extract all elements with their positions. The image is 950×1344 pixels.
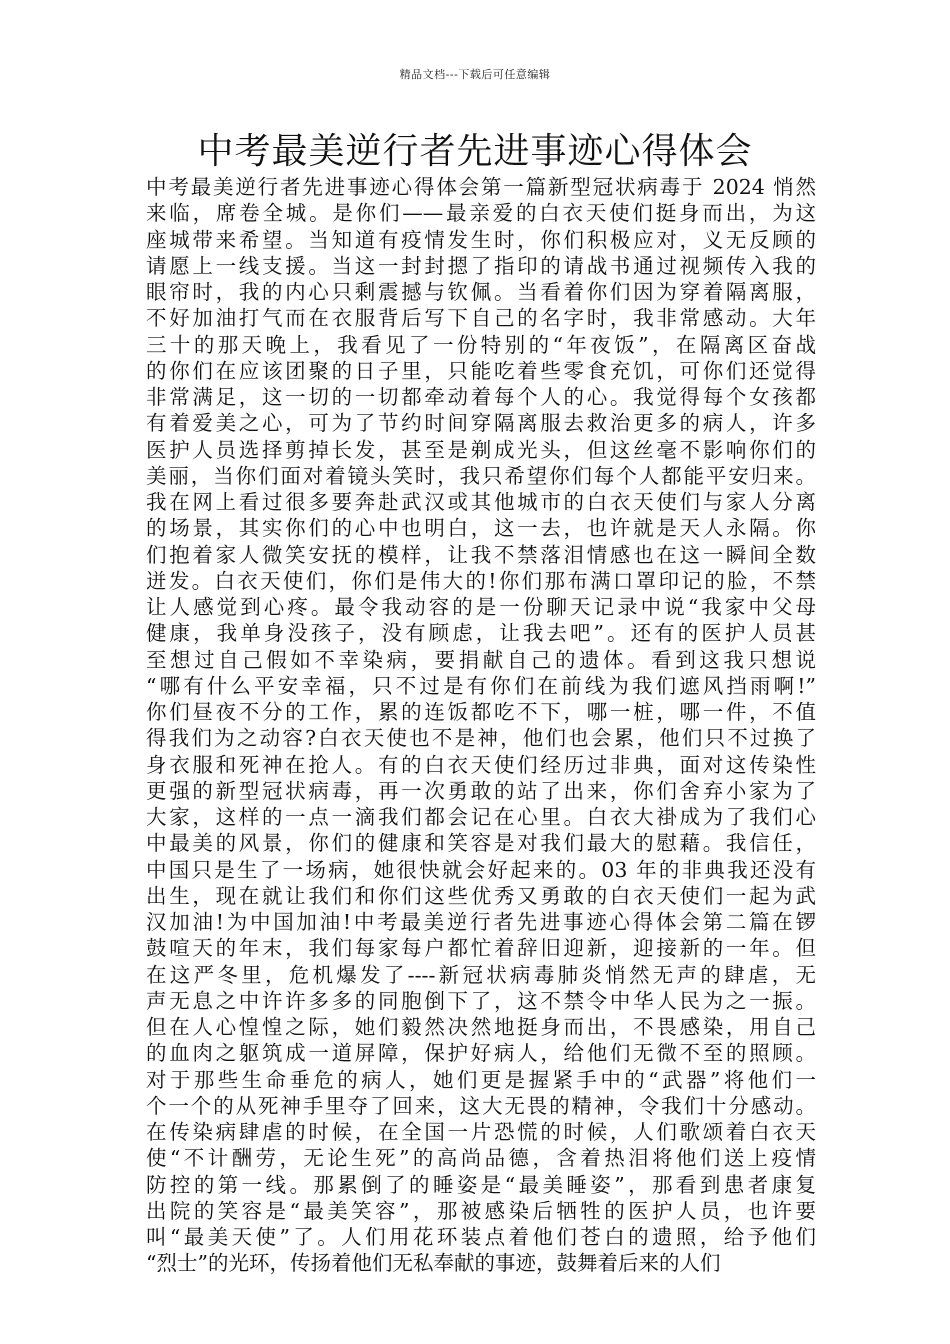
body-line: 美丽，当你们面对着镜头笑时，我只希望你们每个人都能平安归来。 [146, 463, 816, 488]
body-line: 非常满足，这一切的一切都牵动着每个人的心。我觉得每个女孩都 [146, 385, 816, 409]
body-line: 来临，席卷全城。是你们——最亲爱的白衣天使们挺身而出，为这 [146, 201, 816, 226]
body-line: “哪有什么平安幸福，只不过是有你们在前线为我们遮风挡雨啊!” [146, 673, 816, 698]
document-title: 中考最美逆行者先进事迹心得体会 [197, 131, 753, 172]
body-line: 防控的第一线。那累倒了的睡姿是“最美睡姿”，那看到患者康复 [146, 1172, 816, 1197]
body-line: 眼帘时，我的内心只剩震撼与钦佩。当看着你们因为穿着隔离服， [146, 280, 816, 304]
body-line: 你们昼夜不分的工作，累的连饭都吃不下，哪一桩，哪一件，不值 [146, 700, 816, 724]
body-line: 在这严冬里，危机爆发了----新冠状病毒肺炎悄然无声的肆虐，无 [146, 962, 816, 987]
body-line: 使“不计酬劳，无论生死”的高尚品德，含着热泪将他们送上疫情 [146, 1146, 816, 1171]
body-line: 个一个的从死神手里夺了回来，这大无畏的精神，令我们十分感动。 [146, 1093, 816, 1118]
body-line: 至想过自己假如不幸染病，要捐献自己的遗体。看到这我只想说 [146, 647, 816, 672]
body-line: 大家，这样的一点一滴我们都会记在心里。白衣大褂成为了我们心 [146, 805, 816, 829]
page-header: 精品文档---下载后可任意编辑 [399, 68, 551, 81]
body-line: 让人感觉到心疼。最令我动容的是一份聊天记录中说“我家中父母 [146, 595, 816, 619]
body-line: 中国只是生了一场病，她很快就会好起来的。03 年的非典我还没有 [146, 857, 816, 882]
body-line: 三十的那天晚上，我看见了一份特别的“年夜饭”，在隔离区奋战 [146, 332, 816, 357]
body-line: 出院的笑容是“最美笑容”，那被感染后牺牲的医护人员，也许要 [146, 1198, 816, 1223]
body-line: 鼓喧天的年末，我们每家每户都忙着辞旧迎新，迎接新的一年。但 [146, 936, 816, 961]
body-line: 出生，现在就让我们和你们这些优秀又勇敢的白衣天使们一起为武 [146, 883, 816, 908]
body-line: 健康，我单身没孩子，没有顾虑，让我去吧”。还有的医护人员甚 [146, 621, 816, 646]
body-line: 我在网上看过很多要奔赴武汉或其他城市的白衣天使们与家人分离 [146, 490, 816, 514]
body-line: 得我们为之动容?白衣天使也不是神，他们也会累，他们只不过换了 [146, 726, 816, 751]
body-line: 叫“最美天使”了。人们用花环装点着他们苍白的遗照，给予他们 [146, 1225, 816, 1249]
body-line: 但在人心惶惶之际，她们毅然决然地挺身而出，不畏感染，用自己 [146, 1015, 816, 1039]
body-line: 对于那些生命垂危的病人，她们更是握紧手中的“武器”将他们一 [146, 1067, 816, 1092]
body-line: 汉加油!为中国加油!中考最美逆行者先进事迹心得体会第二篇在锣 [146, 910, 816, 934]
body-line: 的你们在应该团聚的日子里，只能吃着些零食充饥，可你们还觉得 [146, 358, 816, 383]
body-line: 中考最美逆行者先进事迹心得体会第一篇新型冠状病毒于 2024 悄然 [146, 175, 816, 199]
body-line: 的场景，其实你们的心中也明白，这一去，也许就是天人永隔。你 [146, 516, 816, 541]
body-line: 医护人员选择剪掉长发，甚至是剃成光头，但这丝毫不影响你们的 [146, 437, 816, 462]
body-line: 身衣服和死神在抢人。有的白衣天使们经历过非典，面对这传染性 [146, 752, 816, 777]
body-line: 座城带来希望。当知道有疫情发生时，你们积极应对，义无反顾的 [146, 227, 816, 252]
body-line: 在传染病肆虐的时候，在全国一片恐慌的时候，人们歌颂着白衣天 [146, 1120, 816, 1144]
body-line: 中最美的风景，你们的健康和笑容是对我们最大的慰藉。我信任， [146, 831, 816, 856]
body-line: 声无息之中许许多多的同胞倒下了，这不禁令中华人民为之一振。 [146, 988, 816, 1013]
body-line: 更强的新型冠状病毒，再一次勇敢的站了出来，你们舍弃小家为了 [146, 778, 816, 803]
body-line: 不好加油打气而在衣服背后写下自己的名字时，我非常感动。大年 [146, 306, 816, 331]
body-line: 的血肉之躯筑成一道屏障，保护好病人，给他们无微不至的照顾。 [146, 1041, 816, 1066]
body-line: “烈士”的光环，传扬着他们无私奉献的事迹，鼓舞着后来的人们 [146, 1251, 721, 1276]
body-line: 迸发。白衣天使们，你们是伟大的!你们那布满口罩印记的脸，不禁 [146, 568, 816, 593]
body-line: 有着爱美之心，可为了节约时间穿隔离服去救治更多的病人，许多 [146, 411, 816, 436]
body-line: 们抱着家人微笑安抚的模样，让我不禁落泪情感也在这一瞬间全数 [146, 542, 816, 567]
body-line: 请愿上一线支援。当这一封封摁了指印的请战书通过视频传入我的 [146, 253, 816, 278]
document-body [146, 174, 816, 1277]
